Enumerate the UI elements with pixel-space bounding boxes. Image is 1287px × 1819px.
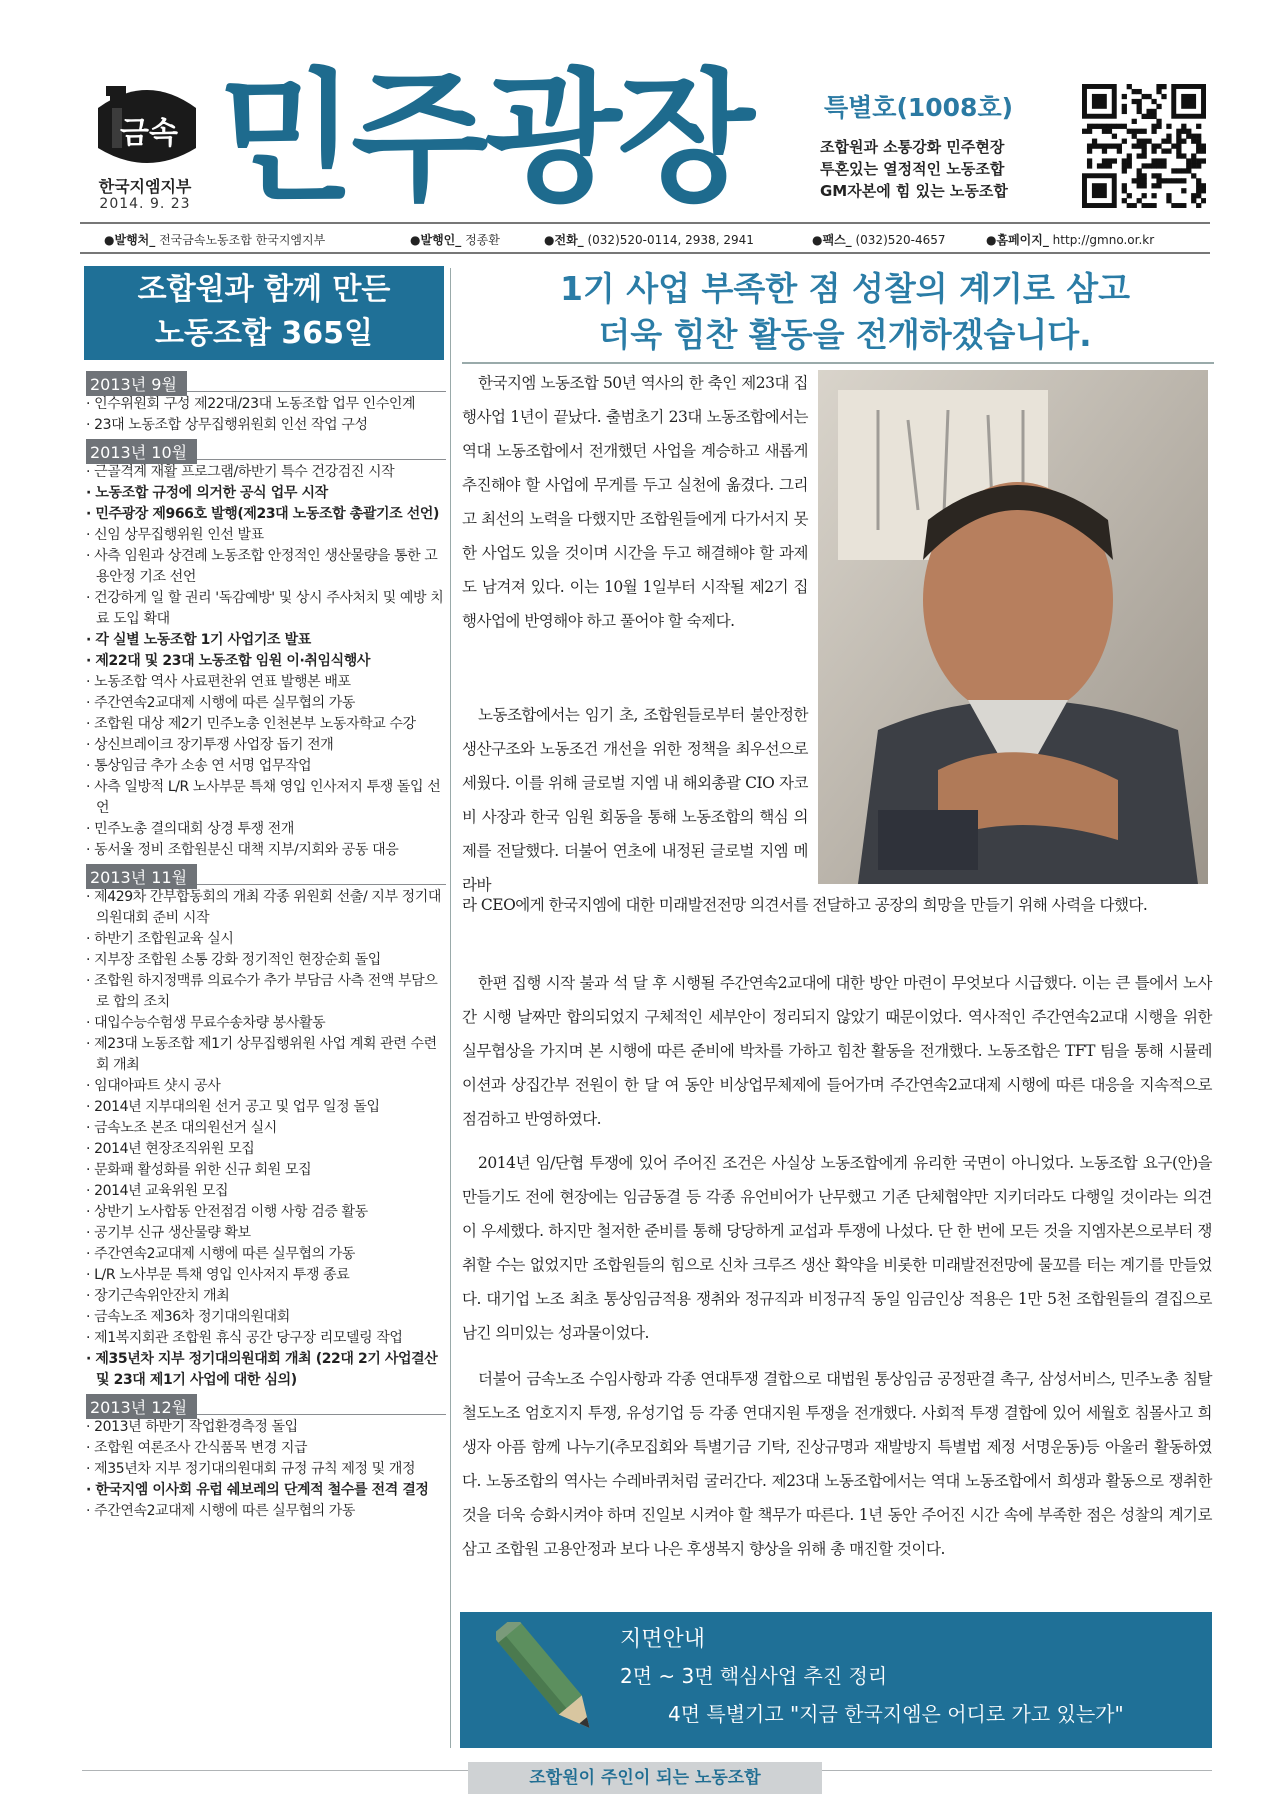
article-paragraph-5: 더불어 금속노조 수임사항과 각종 연대투쟁 결합으로 대법원 통상임금 공정판결 촉구, 삼성서비스, 민주노총 침탈 철도노조 엄호지지 투쟁, 유성기업 등 각종 연대지원 투쟁을 전개했다. 사회적 투쟁 결합에 있어 세월호 침몰사고 희생자 아픔 함께 나누기(추모집회와 특별기금 기탁, 진상규명과 재발방지 특별법 제정 서명운동)등 아울러 활동하였다. 노동조합의 역사는 수레바퀴처럼 굴러간다. 제23대 노동조합에서는 역대 노동조합에서 희생과 활동으로 쟁취한 것을 더욱 승화시켜야 하며 진일보 시켜야 할 책무가 따른다. 1년 동안 주어진 시간 속에 부족한 점은 성찰의 계기로 삼고 조합원 고용안정과 보다 나은 후생복지 향상을 위해 총 매진할 것이다.: [462, 1370, 1212, 1558]
column-divider: [450, 268, 451, 1748]
portrait-photo: [818, 370, 1208, 884]
timeline-item: · 주간연속2교대제 시행에 따른 실무협의 가동: [86, 1246, 356, 1262]
month-header: [86, 368, 446, 392]
timeline-item: · 제429차 간부합동회의 개최 각종 위원회 선출/ 지부 정기대의원대회 준비 시작: [86, 889, 442, 926]
timeline-item: · 노동조합 역사 사료편찬위 연표 발행본 배포: [86, 674, 351, 690]
timeline-item: · 근골격계 재활 프로그램/하반기 특수 건강검진 시작: [86, 464, 395, 480]
month-label: 2013년 12월: [86, 1394, 197, 1419]
timeline-item: · 노동조합 규정에 의거한 공식 업무 시작: [86, 485, 328, 501]
timeline-item: · 상반기 노사합동 안전점검 이행 사항 검증 활동: [86, 1204, 368, 1220]
month-label: 2013년 11월: [86, 864, 197, 889]
timeline-item: · 장기근속위안잔치 개최: [86, 1288, 230, 1304]
article-paragraph-1: 한국지엠 노동조합 50년 역사의 한 축인 제23대 집행사업 1년이 끝났다. 출범초기 23대 노동조합에서는 역대 노동조합에서 전개했던 사업을 계승하고 새롭게 추진해야 할 사업에 무게를 두고 실천에 옮겼다. 그리고 최선의 노력을 다했지만 조합원들에게 다가서지 못한 사업도 있을 것이며 시간을 두고 해결해야 할 과제도 남겨져 있다. 이는 10월 1일부터 시작될 제2기 집행사업에 반영해야 하고 풀어야 할 숙제다.: [462, 374, 808, 630]
timeline-item: · 제23대 노동조합 제1기 상무집행위원 사업 계획 관련 수련회 개최: [86, 1036, 437, 1073]
headline-line-2: 더욱 힘찬 활동을 전개하겠습니다.: [598, 315, 1092, 354]
timeline-item: · 제35년차 지부 정기대의원대회 규정 규칙 제정 및 개정: [86, 1461, 416, 1477]
timeline-item: · 주간연속2교대제 시행에 따른 실무협의 가동: [86, 1503, 356, 1519]
article-paragraph-3: 한편 집행 시작 불과 석 달 후 시행될 주간연속2교대에 대한 방안 마련이 무엇보다 시급했다. 이는 큰 틀에서 노사 간 시행 날짜만 합의되었지 구체적인 세부안이 정리되지 않았기 때문이었다. 역사적인 주간연속2교대 시행을 위한 실무협상을 가지며 본 시행에 따른 준비에 박차를 가하고 힘찬 활동을 전개했다. 노동조합은 TFT 팀을 통해 시뮬레이션과 상집간부 전원이 한 달 여 동안 비상업무체제에 들어가며 주간연속2교대제 시행에 따른 대응을 지속적으로 점검하고 반영하였다.: [462, 974, 1212, 1128]
tagline-3: GM자본에 힘 있는 노동조합: [820, 182, 1008, 200]
union-logo: [88, 78, 206, 174]
homepage-info[interactable]: ●홈페이지_ http://gmno.or.kr: [986, 233, 1155, 247]
publisher-info: ●발행처_ 전국금속노동조합 한국지엠지부: [104, 233, 326, 247]
headline-rule: [462, 362, 1214, 364]
timeline-item: · 대입수능수험생 무료수송차량 봉사활동: [86, 1015, 326, 1031]
timeline-item: · 2013년 하반기 작업환경측정 돌입: [86, 1419, 298, 1435]
article-paragraph-2-cont: 라 CEO에게 한국지엠에 대한 미래발전전망 의견서를 전달하고 공장의 희망을 만들기 위해 사력을 다했다.: [462, 896, 1148, 914]
timeline-item: · 금속노조 본조 대의원선거 실시: [86, 1120, 277, 1136]
timeline-item: · 제35년차 지부 정기대의원대회 개최 (22대 2기 사업결산 및 23대 제1기 사업에 대한 심의): [86, 1351, 438, 1388]
timeline-item: · 하반기 조합원교육 실시: [86, 931, 234, 947]
article-paragraph-4: 2014년 임/단협 투쟁에 있어 주어진 조건은 사실상 노동조합에게 유리한 국면이 아니었다. 노동조합 요구(안)을 만들기도 전에 현장에는 임금동결 등 각종 유언비어가 난무했고 기존 단체협약만 지키더라도 다행일 것이라는 의견이 우세했다. 하지만 철저한 준비를 통해 당당하게 교섭과 투쟁에 나섰다. 단 한 번에 모든 것을 지엠자본으로부터 쟁취할 수는 없었지만 조합원들의 힘으로 신차 크루즈 생산 확약을 비롯한 미래발전전망에 물꼬를 터는 계기를 만들었다. 대기업 노조 최초 통상임금적용 쟁취와 정규직과 비정규직 동일 임금인상 적용은 1만 5천 조합원들의 결집으로 남긴 의미있는 성과물이었다.: [462, 1154, 1212, 1342]
timeline-item: · 조합원 하지정맥류 의료수가 추가 부담금 사측 전액 부담으로 합의 조치: [86, 973, 438, 1010]
page-guide-title: 지면안내: [620, 1627, 706, 1652]
phone-info: ●전화_ (032)520-0114, 2938, 2941: [544, 233, 754, 247]
timeline-item: · 23대 노동조합 상무집행위원회 인선 작업 구성: [86, 417, 368, 433]
timeline-item: · 2014년 현장조직위원 모집: [86, 1141, 255, 1157]
timeline-item: · 한국지엠 이사회 유럽 쉐보레의 단계적 철수를 전격 결정: [86, 1482, 429, 1498]
timeline-item: · 각 실별 노동조합 1기 사업기조 발표: [86, 632, 311, 648]
sidebar-title-line-1: 조합원과 함께 만든: [137, 272, 391, 307]
tagline-1: 조합원과 소통강화 민주현장: [820, 138, 1005, 156]
issue-date: 2014. 9. 23: [99, 196, 191, 212]
timeline-item: · 동서울 정비 조합원분신 대책 지부/지회와 공동 대응: [86, 842, 399, 858]
timeline-item: · 2014년 교육위원 모집: [86, 1183, 229, 1199]
issuer-info: ●발행인_ 정종환: [410, 233, 500, 247]
fax-info: ●팩스_ (032)520-4657: [812, 233, 946, 247]
article-headline: [470, 266, 1220, 358]
timeline-item: · 2014년 지부대의원 선거 공고 및 업무 일정 돌입: [86, 1099, 380, 1115]
timeline-item: · 민주광장 제966호 발행(제23대 노동조합 총괄기조 선언): [86, 506, 439, 522]
special-issue-label: 특별호(1008호): [824, 93, 1014, 122]
footer-slogan: 조합원이 주인이 되는 노동조합: [468, 1762, 822, 1794]
month-header: [86, 436, 446, 460]
month-label: 2013년 10월: [86, 439, 197, 464]
timeline-item: · 제1복지회관 조합원 휴식 공간 당구장 리모델링 작업: [86, 1330, 403, 1346]
timeline-item: · 신임 상무집행위원 인선 발표: [86, 527, 264, 543]
union-name: 한국지엠지부: [98, 177, 192, 196]
tagline-2: 투혼있는 열정적인 노동조합: [820, 160, 1005, 178]
page-guide-line-2: 4면 특별기고 "지금 한국지엠은 어디로 가고 있는가": [668, 1702, 1124, 1726]
timeline-item: · 주간연속2교대제 시행에 따른 실무협의 가동: [86, 695, 356, 711]
sidebar-title-box: [84, 266, 444, 360]
timeline-item: · 민주노총 결의대회 상경 투쟁 전개: [86, 821, 295, 837]
headline-line-1: 1기 사업 부족한 점 성찰의 계기로 삼고: [559, 269, 1131, 308]
month-header: [86, 861, 446, 885]
timeline-item: · 사측 일방적 L/R 노사부문 특채 영입 인사저지 투쟁 돌입 선언: [86, 779, 441, 816]
timeline-sidebar: [86, 368, 446, 1522]
timeline-item: · 문화패 활성화를 위한 신규 회원 모집: [86, 1162, 312, 1178]
month-label: 2013년 9월: [86, 371, 187, 396]
timeline-item: · 임대아파트 샷시 공사: [86, 1078, 221, 1094]
timeline-item: · 공기부 신규 생산물량 확보: [86, 1225, 251, 1241]
sidebar-title-line-2: 노동조합 365일: [155, 316, 373, 351]
timeline-item: · 조합원 여론조사 간식품목 변경 지급: [86, 1440, 308, 1456]
qr-code-icon[interactable]: [1082, 84, 1206, 208]
timeline-item: · L/R 노사부문 특채 영입 인사저지 투쟁 종료: [86, 1267, 350, 1283]
timeline-item: · 상신브레이크 장기투쟁 사업장 돕기 전개: [86, 737, 334, 753]
logo-text: 금속: [120, 116, 178, 151]
timeline-item: · 금속노조 제36차 정기대의원대회: [86, 1309, 290, 1325]
timeline-item: · 사측 임원과 상견례 노동조합 안정적인 생산물량을 통한 고용안정 기조 선언: [86, 548, 438, 585]
pencil-icon: [496, 1622, 606, 1742]
timeline-item: · 조합원 대상 제2기 민주노총 인천본부 노동자학교 수강: [86, 716, 416, 732]
timeline-item: · 통상임금 추가 소송 연 서명 업무작업: [86, 758, 312, 774]
timeline-item: · 건강하게 일 할 권리 '독감예방' 및 상시 주사처치 및 예방 치료 도입 확대: [86, 590, 444, 627]
publication-info-bar: [80, 222, 1210, 254]
month-header: [86, 1391, 446, 1415]
timeline-item: · 지부장 조합원 소통 강화 정기적인 현장순회 돌입: [86, 952, 381, 968]
article-paragraph-2: 노동조합에서는 임기 초, 조합원들로부터 불안정한 생산구조와 노동조건 개선을 위한 정책을 최우선으로 세웠다. 이를 위해 글로벌 지엠 내 해외총괄 CIO 자코비 사장과 한국 임원 회동을 통해 노동조합의 핵심 의제를 전달했다. 더불어 연초에 내정된 글로벌 지엠 메라바: [462, 706, 808, 894]
page-guide-line-1: 2면 ~ 3면 핵심사업 추진 정리: [620, 1664, 888, 1688]
newspaper-title: 민주광장: [218, 56, 751, 221]
timeline-item: · 인수위원회 구성 제22대/23대 노동조합 업무 인수인계: [86, 396, 416, 412]
timeline-item: · 제22대 및 23대 노동조합 임원 이·취임식행사: [86, 653, 371, 669]
